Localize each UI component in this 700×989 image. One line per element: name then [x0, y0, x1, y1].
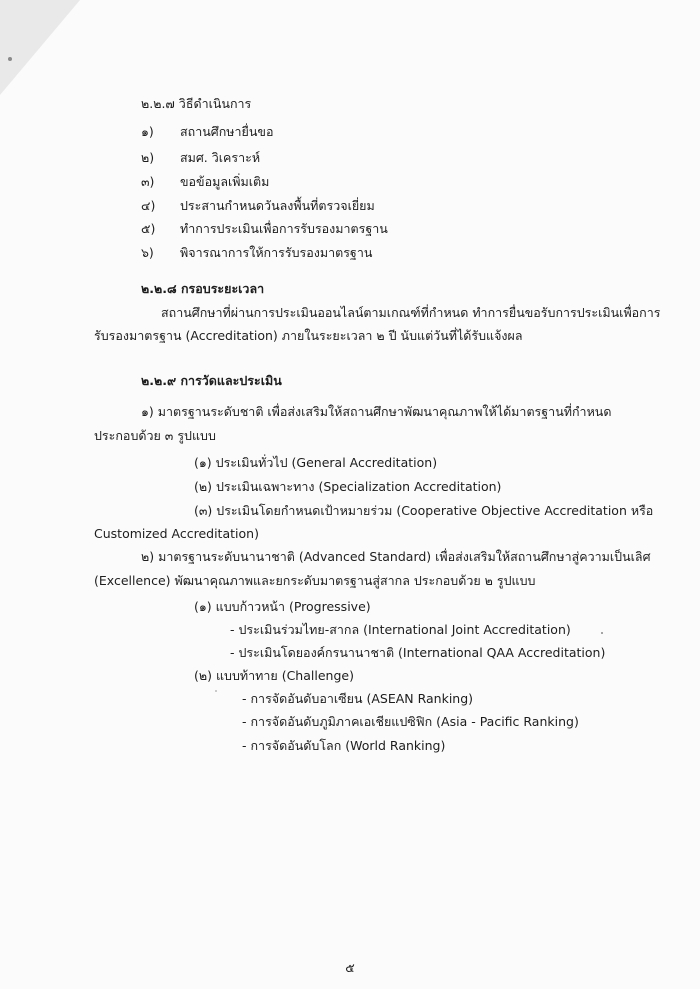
paragraph-line: ประกอบด้วย ๓ รูปแบบ: [94, 428, 216, 443]
scan-speck: [215, 690, 217, 692]
sub-list-item: (๑) ประเมินทั่วไป (General Accreditation): [194, 455, 438, 470]
list-item: ทำการประเมินเพื่อการรับรองมาตรฐาน: [180, 221, 388, 236]
list-item-number: ๕): [141, 221, 156, 236]
list-item-number: ๖): [141, 245, 154, 260]
sub-list-item: (๒) แบบท้าทาย (Challenge): [194, 668, 354, 683]
list-item: พิจารณาการให้การรับรองมาตรฐาน: [180, 245, 373, 260]
section-228-heading: ๒.๒.๘ กรอบระยะเวลา: [141, 281, 265, 296]
list-item: สถานศึกษายื่นขอ: [180, 124, 274, 139]
bullet-item: - การจัดอันดับอาเซียน (ASEAN Ranking): [242, 691, 474, 706]
list-item-number: ๔): [141, 198, 156, 213]
paragraph-line: สถานศึกษาที่ผ่านการประเมินออนไลน์ตามเกณฑ์ที่กำหนด ทำการยื่นขอรับการประเมินเพื่อการ: [161, 305, 661, 320]
list-item-number: ๑): [141, 124, 154, 139]
list-item: สมศ. วิเคราะห์: [180, 150, 261, 165]
scan-speck: [601, 632, 603, 634]
page-number: ๕: [345, 960, 355, 975]
bullet-item: - ประเมินร่วมไทย-สากล (International Joint Accreditation): [230, 622, 571, 637]
list-item: ขอข้อมูลเพิ่มเติม: [180, 174, 270, 189]
sub-list-item: (๒) ประเมินเฉพาะทาง (Specialization Accreditation): [194, 479, 502, 494]
bullet-item: - การจัดอันดับภูมิภาคเอเชียแปซิฟิก (Asia - Pacific Ranking): [242, 714, 579, 729]
section-229-heading: ๒.๒.๙ การวัดและประเมิน: [141, 373, 282, 388]
list-item: ประสานกำหนดวันลงพื้นที่ตรวจเยี่ยม: [180, 198, 375, 213]
page-fold-corner: [0, 0, 80, 95]
paragraph-line: Customized Accreditation): [94, 526, 259, 541]
bullet-item: - การจัดอันดับโลก (World Ranking): [242, 738, 446, 753]
bullet-item: - ประเมินโดยองค์กรนานาชาติ (International QAA Accreditation): [230, 645, 606, 660]
list-item-number: ๓): [141, 174, 155, 189]
section-227-heading: ๒.๒.๗ วิธีดำเนินการ: [141, 96, 252, 111]
sub-list-item: (๓) ประเมินโดยกำหนดเป้าหมายร่วม (Cooperative Objective Accreditation หรือ: [194, 503, 654, 518]
paragraph-line: ๑) มาตรฐานระดับชาติ เพื่อส่งเสริมให้สถานศึกษาพัฒนาคุณภาพให้ได้มาตรฐานที่กำหนด: [141, 404, 612, 419]
sub-list-item: (๑) แบบก้าวหน้า (Progressive): [194, 599, 371, 614]
list-item-number: ๒): [141, 150, 155, 165]
paragraph-line: (Excellence) พัฒนาคุณภาพและยกระดับมาตรฐานสู่สากล ประกอบด้วย ๒ รูปแบบ: [94, 573, 536, 588]
paragraph-line: รับรองมาตรฐาน (Accreditation) ภายในระยะเวลา ๒ ปี นับแต่วันที่ได้รับแจ้งผล: [94, 328, 523, 343]
paragraph-line: ๒) มาตรฐานระดับนานาชาติ (Advanced Standard) เพื่อส่งเสริมให้สถานศึกษาสู่ความเป็นเลิศ: [141, 549, 651, 564]
scan-speck: [8, 57, 12, 61]
